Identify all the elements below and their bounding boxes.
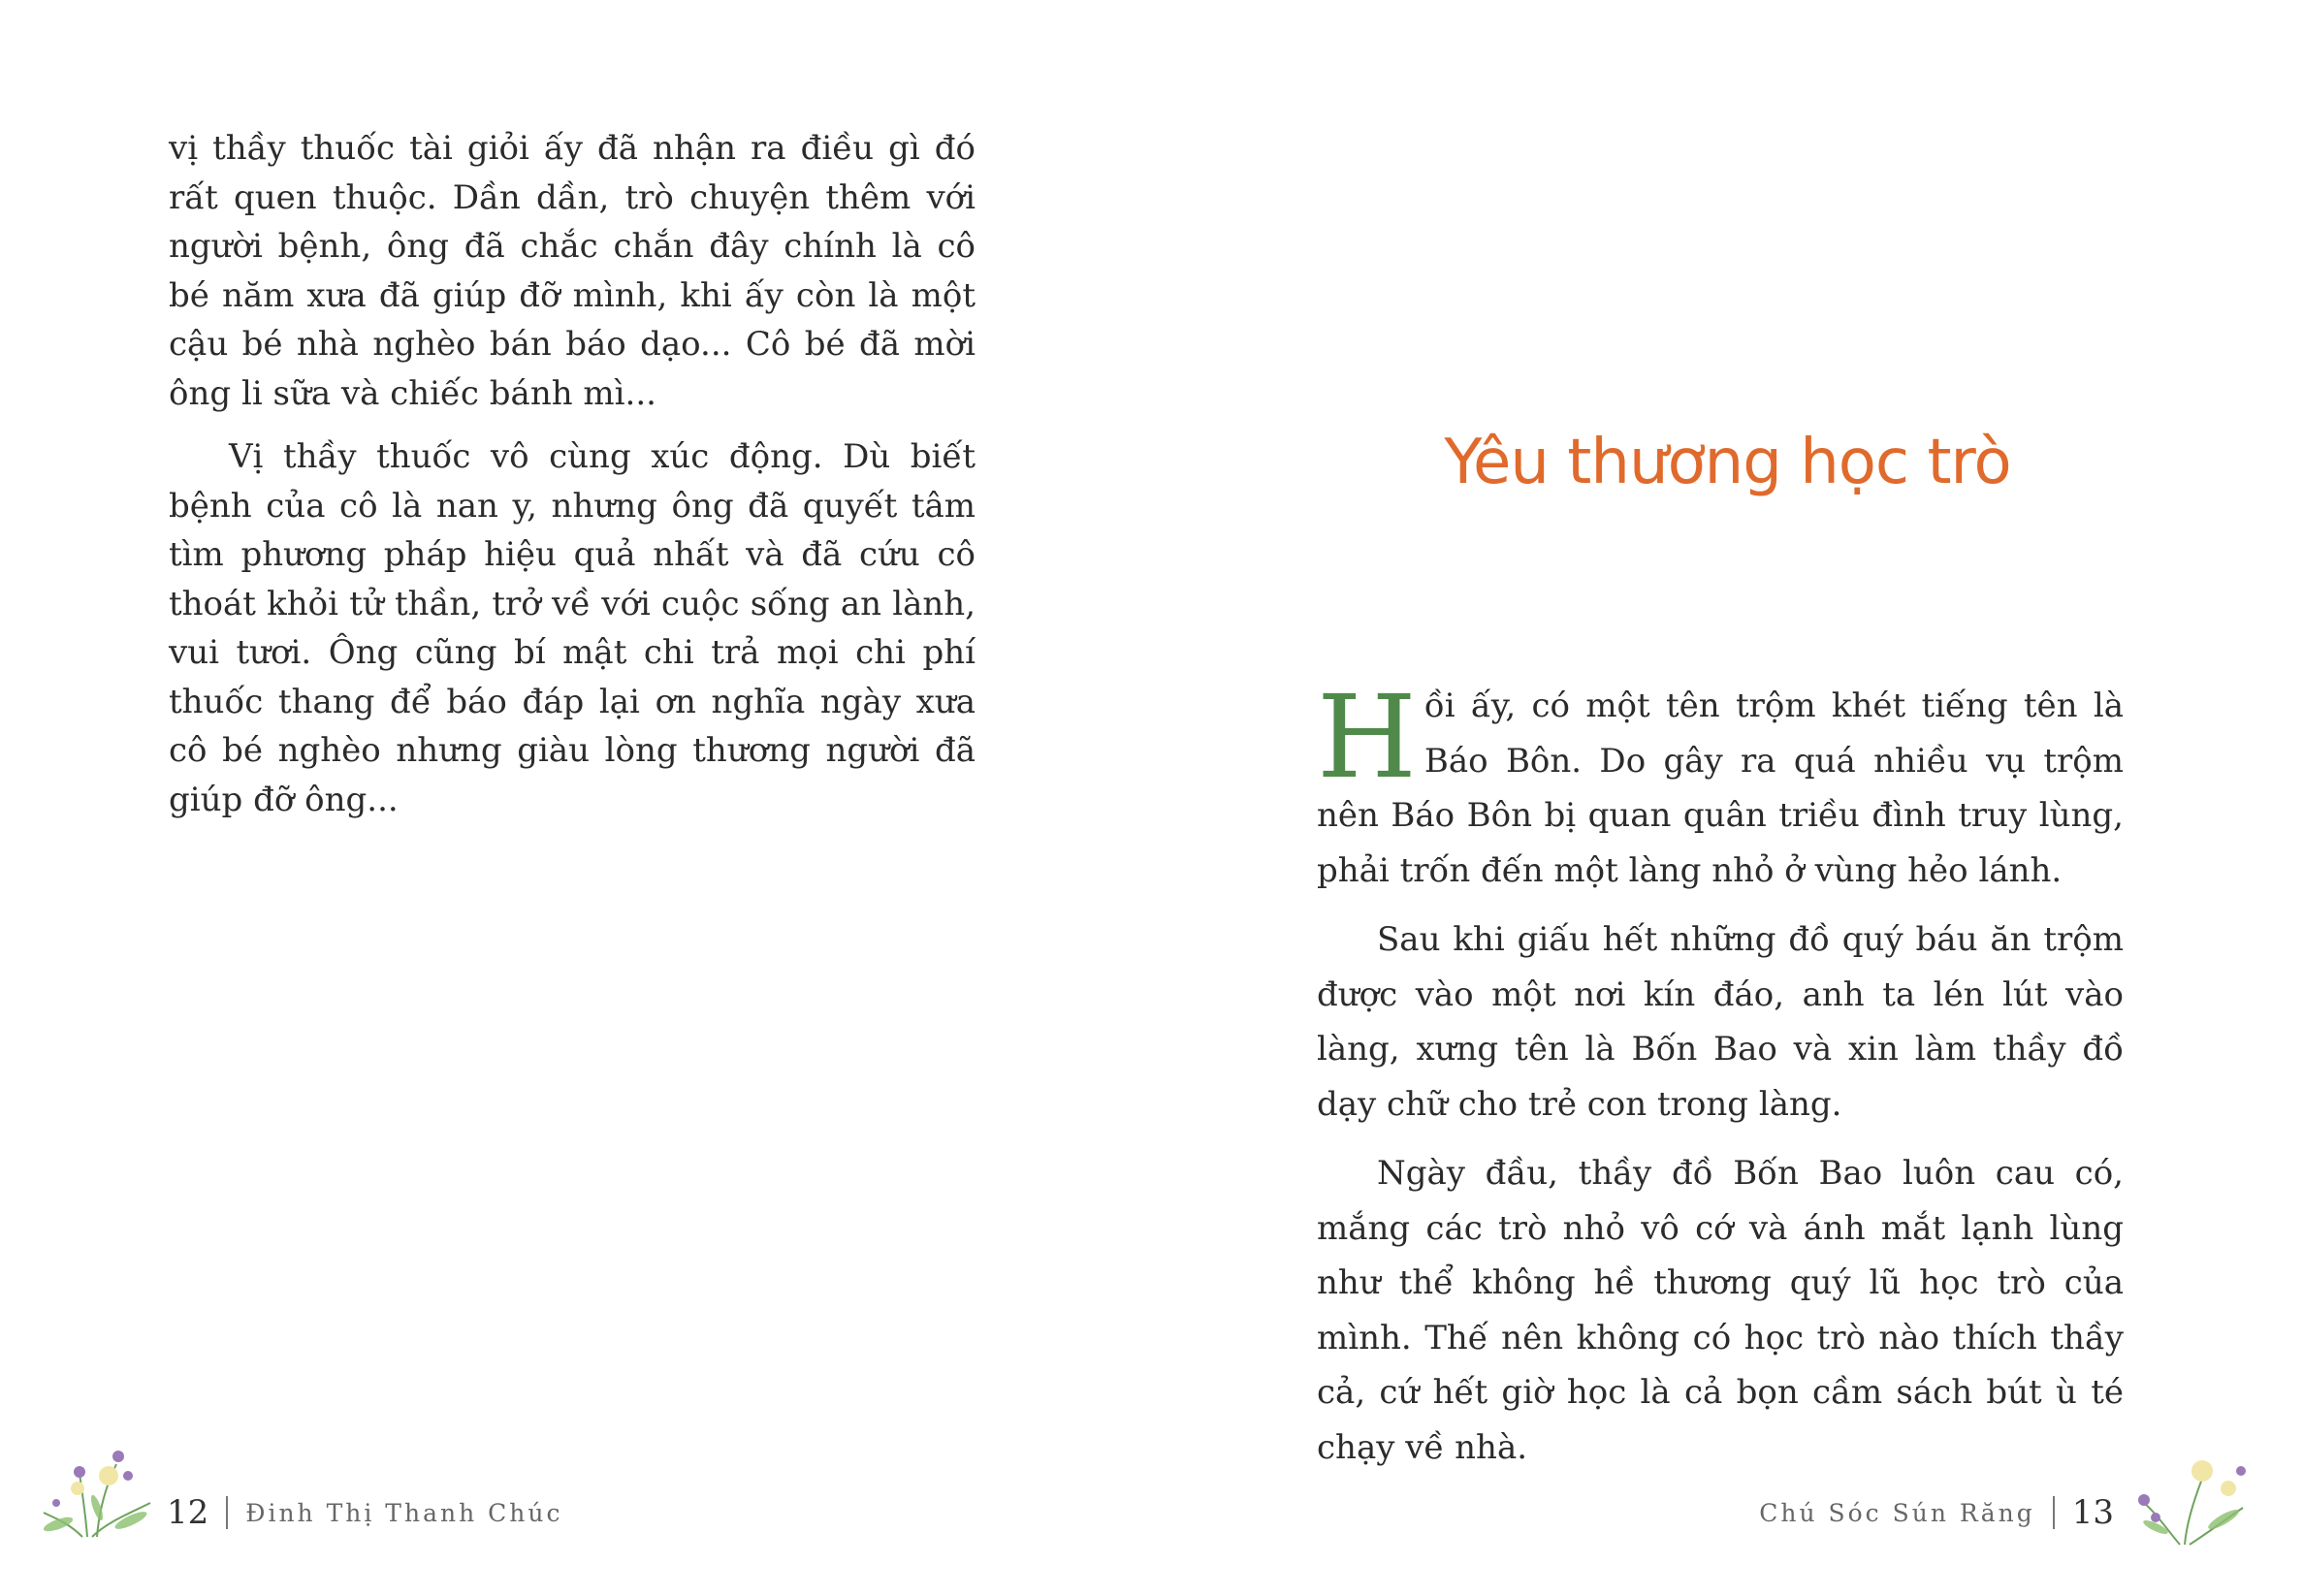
left-page [0, 0, 1151, 1596]
first-paragraph [1317, 670, 2124, 898]
chapter-title: Yêu thương học trò [1444, 427, 2011, 498]
left-body-text [169, 124, 976, 839]
right-footer [1759, 1493, 2114, 1532]
paragraph: vị thầy thuốc tài giỏi ấy đã nhận ra điều gì đó rất quen thuộc. Dần dần, trò chuyện thêm với người bệnh, ông đã chắc chắn đây chính là cô bé năm xưa đã giúp đỡ mình, khi ấy còn là một cậu bé nhà nghèo bán báo dạo... Cô bé đã mời ông li sữa và chiếc bánh mì... [169, 129, 976, 413]
author-name: Đinh Thị Thanh Chúc [245, 1498, 563, 1527]
right-page [1152, 0, 2303, 1596]
wildflowers-icon [39, 1435, 165, 1542]
page-number: 13 [2071, 1493, 2114, 1532]
drop-cap: H [1317, 670, 1417, 804]
paragraph: Vị thầy thuốc vô cùng xúc động. Dù biết bệnh của cô là nan y, nhưng ông đã quyết tâm tìm phương pháp hiệu quả nhất và đã cứu cô thoát khỏi tử thần, trở về với cuộc sống an lành, vui tươi. Ông cũng bí mật chi trả mọi chi phí thuốc thang để báo đáp lại ơn nghĩa ngày xưa cô bé nghèo nhưng giàu lòng thương người đã giúp đỡ ông... [169, 437, 976, 819]
wildflowers-icon [2127, 1450, 2253, 1547]
paragraph: Sau khi giấu hết những đồ quý báu ăn trộm được vào một nơi kín đáo, anh ta lén lút vào làng, xưng tên là Bốn Bao và xin làm thầy đồ dạy chữ cho trẻ con trong làng. [1317, 920, 2124, 1124]
footer-divider [2053, 1496, 2055, 1529]
paragraph: Ngày đầu, thầy đồ Bốn Bao luôn cau có, mắng các trò nhỏ vô cớ và ánh mắt lạnh lùng như thể không hề thương quý lũ học trò của mình. Thế nên không có học trò nào thích thầy cả, cứ hết giờ học là cả bọn cầm sách bút ù té chạy về nhà. [1317, 1154, 2124, 1467]
first-paragraph-text: ồi ấy, có một tên trộm khét tiếng tên là Báo Bôn. Do gây ra quá nhiều vụ trộm nên Báo Bôn bị quan quân triều đình truy lùng, phải trốn đến một làng nhỏ ở vùng hẻo lánh. [1317, 686, 2124, 890]
page-number: 12 [167, 1493, 209, 1532]
right-body-text [1317, 670, 2124, 1489]
left-footer [167, 1493, 562, 1532]
book-title: Chú Sóc Sún Răng [1759, 1498, 2035, 1527]
footer-divider [226, 1496, 228, 1529]
